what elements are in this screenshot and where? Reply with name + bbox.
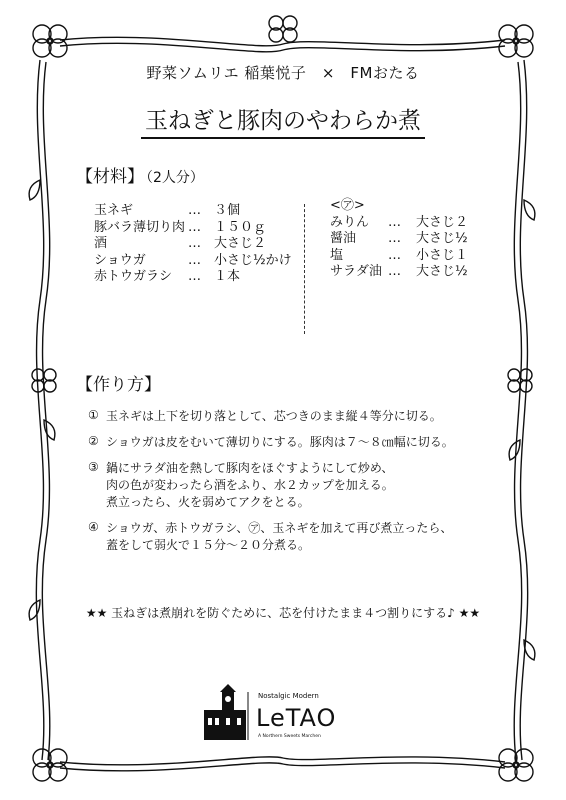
logo-tagline: Nostalgic Modern	[258, 692, 319, 700]
step-item	[88, 434, 488, 451]
ingredients-heading-label: 【材料】	[76, 167, 144, 187]
method-heading: 【作り方】	[76, 375, 161, 395]
seasoning-dots: …	[388, 247, 401, 263]
ingredient-name: ショウガ	[94, 252, 146, 268]
castle-icon	[204, 684, 246, 740]
ingredient-row	[94, 269, 304, 286]
step-item	[88, 408, 488, 425]
ingredient-dots: …	[188, 219, 201, 235]
method-steps	[88, 408, 488, 554]
servings: （2人分）	[146, 170, 204, 186]
ingredient-name: 赤トウガラシ	[94, 269, 173, 284]
seasoning-row	[330, 264, 480, 281]
step-text: 肉の色が変わったら酒をふり、水２カップを加える。	[106, 478, 394, 492]
step-text: 鍋にサラダ油を熱して豚肉をほぐすようにして炒め、	[106, 461, 394, 475]
seasoning-name: サラダ油	[330, 264, 382, 279]
ingredients-heading	[76, 162, 204, 187]
main-ingredients-list	[94, 203, 304, 286]
ingredient-row	[94, 253, 304, 270]
seasoning-label-row	[330, 198, 480, 215]
letao-logo	[200, 684, 370, 744]
seasoning-qty: 大さじ½	[416, 231, 468, 246]
recipe-credit: 野菜ソムリエ 稲葉悦子 × FMおたる	[146, 64, 420, 82]
ingredient-qty: １５０ｇ	[214, 219, 267, 235]
seasoning-row	[330, 231, 480, 248]
seasoning-label: <㋐>	[330, 198, 365, 213]
step-text: 蓋をして弱火で１５分～２０分煮る。	[106, 538, 311, 552]
ingredient-dots: …	[188, 269, 201, 284]
cooking-tip: ★★ 玉ねぎは煮崩れを防ぐために、芯を付けたまま４つ割りにする♪ ★★	[85, 606, 481, 620]
recipe-title-wrap	[0, 102, 566, 139]
ingredient-qty: ３個	[214, 203, 241, 218]
seasoning-qty: 小さじ１	[416, 247, 469, 263]
ingredient-qty: 小さじ½かけ	[214, 252, 292, 268]
ingredient-name: 酒	[94, 236, 108, 251]
step-text: 玉ネギは上下を切り落として、芯つきのまま縦４等分に切る。	[106, 409, 442, 423]
logo-subline: A Northern Sweets Marchen	[258, 734, 321, 739]
ingredient-name: 豚バラ薄切り肉	[94, 219, 186, 235]
logo-brand: LeTAO	[256, 704, 337, 732]
step-number: ①	[88, 408, 99, 422]
seasoning-list	[330, 198, 480, 281]
seasoning-qty: 大さじ½	[416, 264, 468, 279]
step-number: ④	[88, 520, 99, 534]
seasoning-qty: 大さじ２	[416, 214, 469, 230]
ingredient-qty: 大さじ２	[214, 236, 267, 251]
ingredient-name: 玉ネギ	[94, 203, 134, 218]
seasoning-row	[330, 215, 480, 232]
ingredient-row	[94, 203, 304, 220]
ingredient-row	[94, 236, 304, 253]
seasoning-dots: …	[388, 231, 401, 246]
seasoning-name: 塩	[330, 247, 344, 263]
seasoning-name: みりん	[330, 214, 370, 230]
step-number: ②	[88, 434, 99, 448]
ingredient-dots: …	[188, 252, 201, 268]
step-number: ③	[88, 460, 99, 474]
step-text: ショウガ、赤トウガラシ、㋐、玉ネギを加えて再び煮立ったら、	[106, 521, 453, 535]
seasoning-row	[330, 248, 480, 265]
step-item	[88, 520, 488, 554]
seasoning-dots: …	[388, 264, 401, 279]
seasoning-name: 醤油	[330, 231, 357, 246]
ingredient-dots: …	[188, 203, 201, 218]
step-text: 煮立ったら、火を弱めてアクをとる。	[106, 495, 310, 509]
step-item	[88, 460, 488, 511]
ingredient-dots: …	[188, 236, 201, 251]
ingredient-row	[94, 220, 304, 237]
seasoning-dots: …	[388, 214, 401, 230]
ingredient-qty: １本	[214, 269, 241, 284]
step-text: ショウガは皮をむいて薄切りにする。豚肉は７～８㎝幅に切る。	[106, 435, 454, 449]
column-divider	[304, 204, 305, 334]
recipe-title: 玉ねぎと豚肉のやわらか煮	[141, 102, 425, 139]
